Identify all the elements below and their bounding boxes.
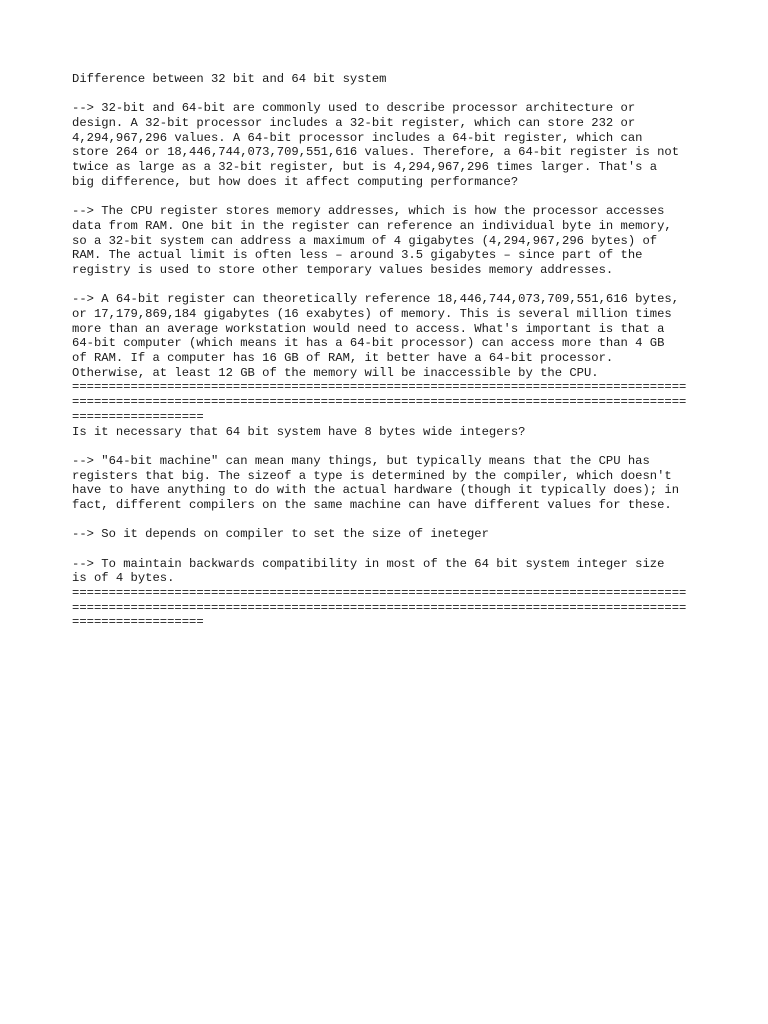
text-line: fact, different compilers on the same machine can have different values for these. [72,497,672,512]
separator-line: ==================================================================================== [72,380,687,395]
blank-line [72,87,702,102]
separator-line: ================== [72,615,204,630]
text-line: twice as large as a 32-bit register, but is 4,294,967,296 times larger. That's a [72,160,658,175]
text-line: so a 32-bit system can address a maximum of 4 gigabytes (4,294,967,296 bytes) of [72,233,658,248]
text-line: --> "64-bit machine" can mean many things, but typically means that the CPU has [72,453,650,468]
blank-line [72,513,702,528]
paragraph-64bit-register [72,292,702,380]
separator-line: ================== [72,409,204,424]
paragraph-compatibility [72,557,702,586]
separator-line: ==================================================================================== [72,586,687,601]
blank-line [72,278,702,293]
text-line: --> A 64-bit register can theoretically reference 18,446,744,073,709,551,616 bytes, [72,292,680,307]
text-line: 4,294,967,296 values. A 64-bit processor includes a 64-bit register, which can [72,130,643,145]
separator-line: ==================================================================================== [72,395,687,410]
paragraph-compiler: --> So it depends on compiler to set the size of ineteger [72,527,489,542]
text-line: registers that big. The sizeof a type is determined by the compiler, which doesn't [72,468,672,483]
paragraph-cpu-register [72,204,702,277]
blank-line [72,439,702,454]
text-line: --> To maintain backwards compatibility in most of the 64 bit system integer size [72,556,665,571]
text-line: more than an average workstation would need to access. What's important is that a [72,321,665,336]
text-line: RAM. The actual limit is often less – around 3.5 gigabytes – since part of the [72,248,643,263]
text-line: store 264 or 18,446,744,073,709,551,616 values. Therefore, a 64-bit register is not [72,145,680,160]
text-line: is of 4 bytes. [72,571,175,586]
text-line: big difference, but how does it affect computing performance? [72,174,519,189]
separator-line: ==================================================================================== [72,600,687,615]
blank-line [72,190,702,205]
text-line: --> The CPU register stores memory addresses, which is how the processor accesses [72,204,665,219]
paragraph-64bit-machine [72,454,702,513]
question-heading: Is it necessary that 64 bit system have 8 bytes wide integers? [72,424,526,439]
document-title: Difference between 32 bit and 64 bit system [72,72,387,86]
paragraph-architecture [72,101,702,189]
text-line: Otherwise, at least 12 GB of the memory will be inaccessible by the CPU. [72,365,599,380]
document-page [72,72,702,630]
text-line: registry is used to store other temporary values besides memory addresses. [72,262,614,277]
text-line: have to have anything to do with the actual hardware (though it typically does); in [72,483,680,498]
text-line: of RAM. If a computer has 16 GB of RAM, it better have a 64-bit processor. [72,351,614,366]
text-line: 64-bit computer (which means it has a 64-bit processor) can access more than 4 GB [72,336,665,351]
separator [72,586,702,630]
text-line: design. A 32-bit processor includes a 32-bit register, which can store 232 or [72,116,636,131]
separator [72,380,702,424]
blank-line [72,542,702,557]
text-line: data from RAM. One bit in the register can reference an individual byte in memory, [72,218,672,233]
text-line: --> 32-bit and 64-bit are commonly used to describe processor architecture or [72,101,636,116]
text-line: or 17,179,869,184 gigabytes (16 exabytes) of memory. This is several million times [72,307,672,321]
